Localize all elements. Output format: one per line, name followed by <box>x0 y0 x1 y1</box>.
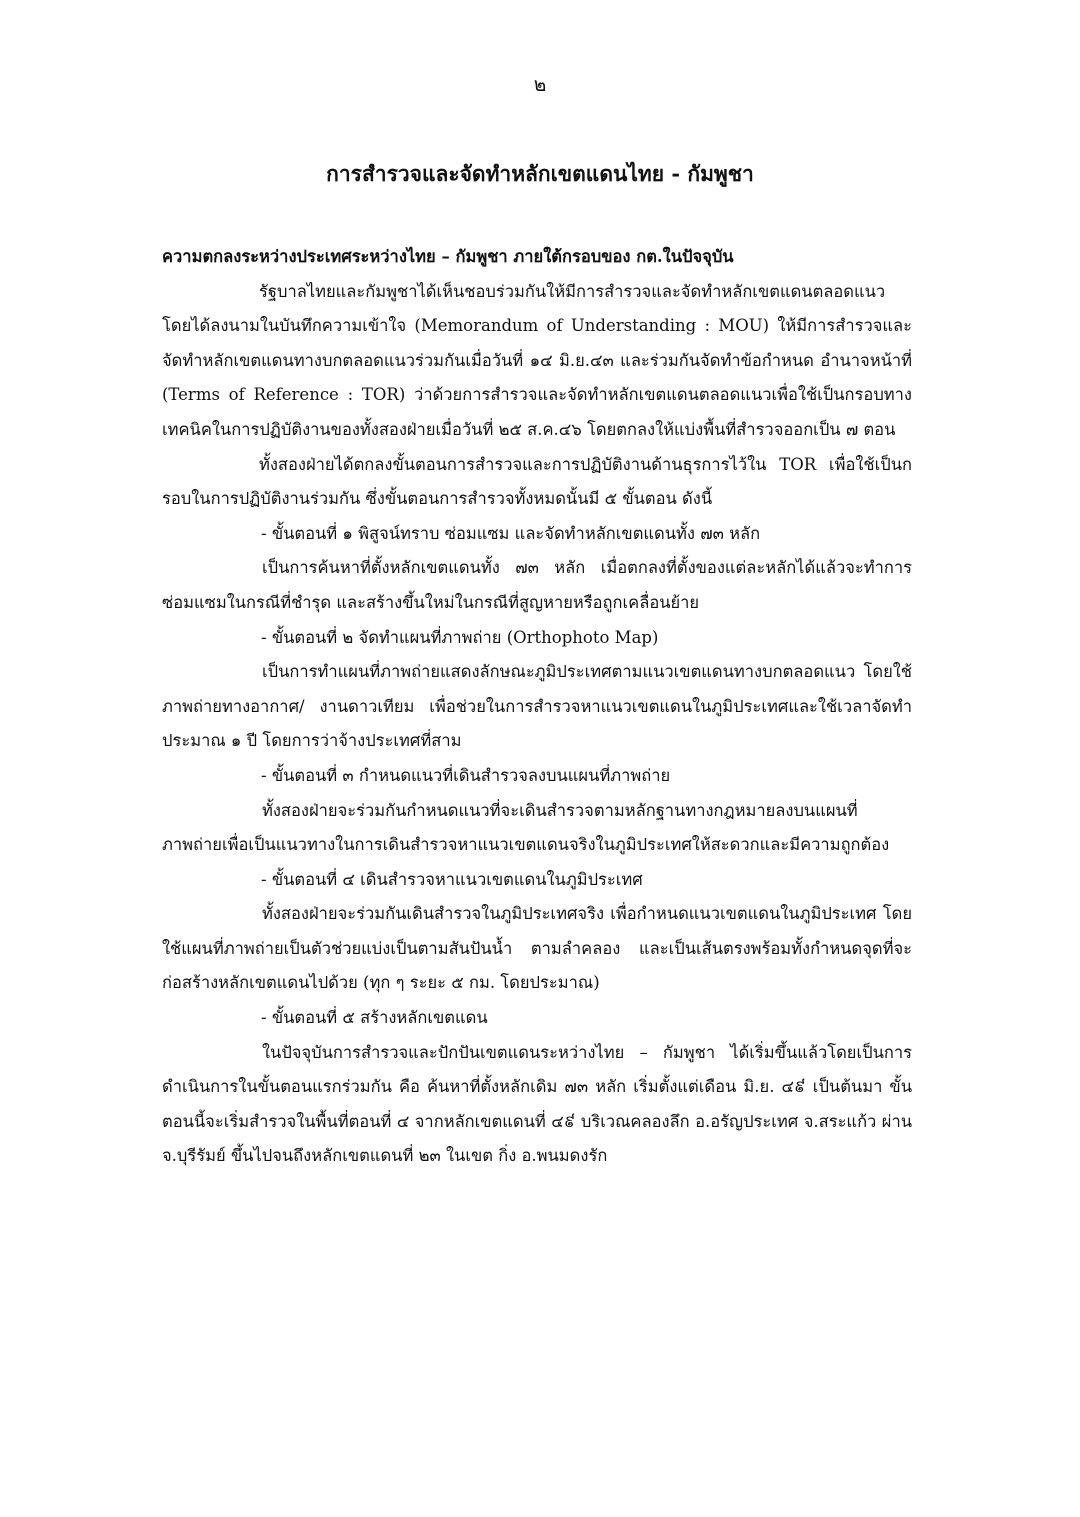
step-2-title: - ขั้นตอนที่ ๒ จัดทำแผนที่ภาพถ่าย (Orthophoto Map) <box>261 627 659 647</box>
paragraph: ทั้งสองฝ่ายได้ตกลงขั้นตอนการสำรวจและการปฏิบัติงานด้านธุรการไว้ใน TOR เพื่อใช้เป็นกรอบในการปฏิบัติงานร่วมกัน ซึ่งขั้นตอนการสำรวจทั้งหมดนั้นมี ๕ ขั้นตอน ดังนี้ <box>162 454 912 509</box>
step-5-text: ในปัจจุบันการสำรวจและปักปันเขตแดนระหว่างไทย – กัมพูชา ได้เริ่มขึ้นแล้วโดยเป็นการดำเนินการในขั้นตอนแรกร่วมกัน คือ ค้นหาที่ตั้งหลักเดิม ๗๓ หลัก เริ่มตั้งแต่เดือน มิ.ย. ๔៩ เป็นต้นมา ขั้นตอนนี้จะเริ่มสำรวจในพื้นที่ตอนที่ ๔ จากหลักเขตแดนที่ ๔៩ บริเวณคลองลึก อ.อรัญประเทศ จ.สระแก้ว ผ่าน จ.บุรีรัมย์ ขึ้นไปจนถึงหลักเขตแดนที่ ๒๓ ในเขต กิ่ง อ.พนมดงรัก <box>162 1042 912 1166</box>
step-5-title: - ขั้นตอนที่ ๕ สร้างหลักเขตแดน <box>261 1008 488 1028</box>
step-3-title: - ขั้นตอนที่ ๓ กำหนดแนวที่เดินสำรวจลงบนแผนที่ภาพถ่าย <box>261 765 671 785</box>
page-number: ๒ <box>533 74 547 96</box>
section-heading: ความตกลงระหว่างประเทศระหว่างไทย – กัมพูชา ภายใต้กรอบของ กต.ในปัจจุบัน <box>162 247 734 266</box>
step-4-text: ทั้งสองฝ่ายจะร่วมกันเดินสำรวจในภูมิประเทศจริง เพื่อกำหนดแนวเขตแดนในภูมิประเทศ โดยใช้แผนที่ภาพถ่ายเป็นตัวช่วยแบ่งเป็นตามสันปันน้ำ ตามลำคลอง และเป็นเส้นตรงพร้อมทั้งกำหนดจุดที่จะก่อสร้างหลักเขตแดนไปด้วย (ทุก ๆ ระยะ ๕ กม. โดยประมาณ) <box>162 904 912 993</box>
step-1-title: - ขั้นตอนที่ ๑ พิสูจน์ทราบ ซ่อมแซม และจัดทำหลักเขตแดนทั้ง ๗๓ หลัก <box>261 523 761 543</box>
document-title: การสำรวจและจัดทำหลักเขตแดนไทย - กัมพูชา <box>326 161 754 186</box>
step-4-title: - ขั้นตอนที่ ๔ เดินสำรวจหาแนวเขตแดนในภูมิประเทศ <box>261 869 643 889</box>
step-1-text: เป็นการค้นหาที่ตั้งหลักเขตแดนทั้ง ๗๓ หลัก เมื่อตกลงที่ตั้งของแต่ละหลักได้แล้วจะทำการซ่อมแซมในกรณีที่ชำรุด และสร้างขึ้นใหม่ในกรณีที่สูญหายหรือถูกเคลื่อนย้าย <box>162 558 912 612</box>
step-2-text: เป็นการทำแผนที่ภาพถ่ายแสดงลักษณะภูมิประเทศตามแนวเขตแดนทางบกตลอดแนว โดยใช้ภาพถ่ายทางอากาศ/ งานดาวเทียม เพื่อช่วยในการสำรวจหาแนวเขตแดนในภูมิประเทศและใช้เวลาจัดทำประมาณ ๑ ปี โดยการว่าจ้างประเทศที่สาม <box>162 662 912 751</box>
step-3-text: ทั้งสองฝ่ายจะร่วมกันกำหนดแนวที่จะเดินสำรวจตามหลักฐานทางกฎหมายลงบนแผนที่ภาพถ่ายเพื่อเป็นแนวทางในการเดินสำรวจหาแนวเขตแดนจริงในภูมิประเทศให้สะดวกและมีความถูกต้อง <box>162 800 890 855</box>
paragraph: รัฐบาลไทยและกัมพูชาได้เห็นชอบร่วมกันให้มีการสำรวจและจัดทำหลักเขตแดนตลอดแนว โดยได้ลงนามในบันทึกความเข้าใจ (Memorandum of Understanding : MOU) ให้มีการสำรวจและ จัดทำหลักเขตแดนทางบกตลอดแนวร่วมกันเมื่อวันที่ ๑๔ มิ.ย.๔๓ และร่วมกันจัดทำข้อกำหนด อำนาจหน้าที่ (Terms of Reference : TOR) ว่าด้วยการสำรวจและจัดทำหลักเขตแดนตลอดแนวเพื่อใช้เป็นกรอบทางเทคนิคในการปฏิบัติงานของทั้งสองฝ่ายเมื่อวันที่ ๒๕ ส.ค.๔๖ โดยตกลงให้แบ่งพื้นที่สำรวจออกเป็น ๗ ตอน <box>162 281 912 439</box>
document-body <box>162 240 912 1174</box>
